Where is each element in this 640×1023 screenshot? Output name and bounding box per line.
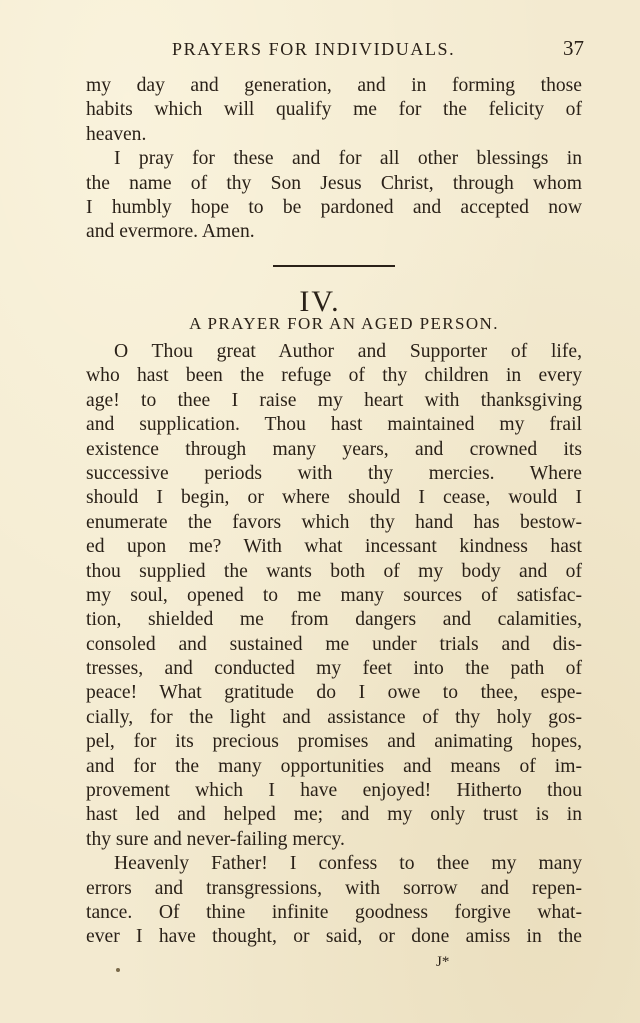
text-line: Heavenly Father! I confess to thee my many: [114, 853, 582, 875]
text-line: provement which I have enjoyed! Hitherto thou: [86, 780, 582, 802]
running-title: PRAYERS FOR INDIVIDUALS.: [172, 39, 456, 59]
text-line: pel, for its precious promises and animating hopes,: [86, 731, 582, 753]
text-line: and supplication. Thou hast maintained my frail: [86, 414, 582, 436]
text-line: should I begin, or where should I cease, would I: [86, 487, 582, 509]
text-line: habits which will qualify me for the felicity of: [86, 99, 582, 121]
text-line: O Thou great Author and Supporter of life,: [114, 341, 582, 362]
text-line: ed upon me? With what incessant kindness hast: [86, 536, 582, 558]
text-line: thy sure and never-failing mercy.: [86, 828, 345, 850]
text-line: I humbly hope to be pardoned and accepted now: [86, 196, 582, 218]
text-line: and for the many opportunities and means of im-: [86, 755, 582, 777]
running-head: [86, 36, 584, 64]
page-number: 37: [563, 36, 584, 60]
text-line: who hast been the refuge of thy children in every: [86, 365, 582, 387]
text-line: consoled and sustained me under trials and dis-: [86, 633, 582, 655]
text-line: tance. Of thine infinite goodness forgive what-: [86, 901, 582, 923]
text-line: errors and transgressions, with sorrow and repen-: [86, 877, 582, 899]
text-line: and evermore. Amen.: [86, 221, 255, 243]
text-line: I pray for these and for all other blessings in: [114, 148, 582, 170]
text-line: my day and generation, and in forming those: [86, 75, 582, 96]
text-line: hast led and helped me; and my only trust is in: [86, 804, 582, 826]
text-line: thou supplied the wants both of my body and of: [86, 560, 582, 582]
text-line: tresses, and conducted my feet into the path of: [86, 658, 582, 680]
section-divider: [273, 265, 395, 267]
text-line: successive periods with thy mercies. Where: [86, 462, 582, 484]
text-line: age! to thee I raise my heart with thanksgiving: [86, 389, 582, 411]
paper-speck: [116, 968, 120, 972]
text-line: the name of thy Son Jesus Christ, through whom: [86, 172, 582, 194]
text-line: heaven.: [86, 123, 147, 145]
continued-prayer-text: [86, 74, 582, 245]
section-number: IV.: [299, 285, 341, 318]
text-line: ever I have thought, or said, or done amiss in the: [86, 926, 582, 948]
text-line: peace! What gratitude do I owe to thee, espe-: [86, 682, 582, 704]
text-line: cially, for the light and assistance of thy holy gos-: [86, 706, 582, 728]
text-line: my soul, opened to me many sources of satisfac-: [86, 584, 582, 606]
section-title: A PRAYER FOR AN AGED PERSON.: [189, 314, 499, 333]
text-line: existence through many years, and crowned its: [86, 438, 582, 460]
text-line: enumerate the favors which thy hand has bestow-: [86, 511, 582, 533]
text-line: tion, shielded me from dangers and calamities,: [86, 609, 582, 631]
signature-mark: J*: [436, 954, 450, 970]
prayer-body: [86, 340, 582, 950]
